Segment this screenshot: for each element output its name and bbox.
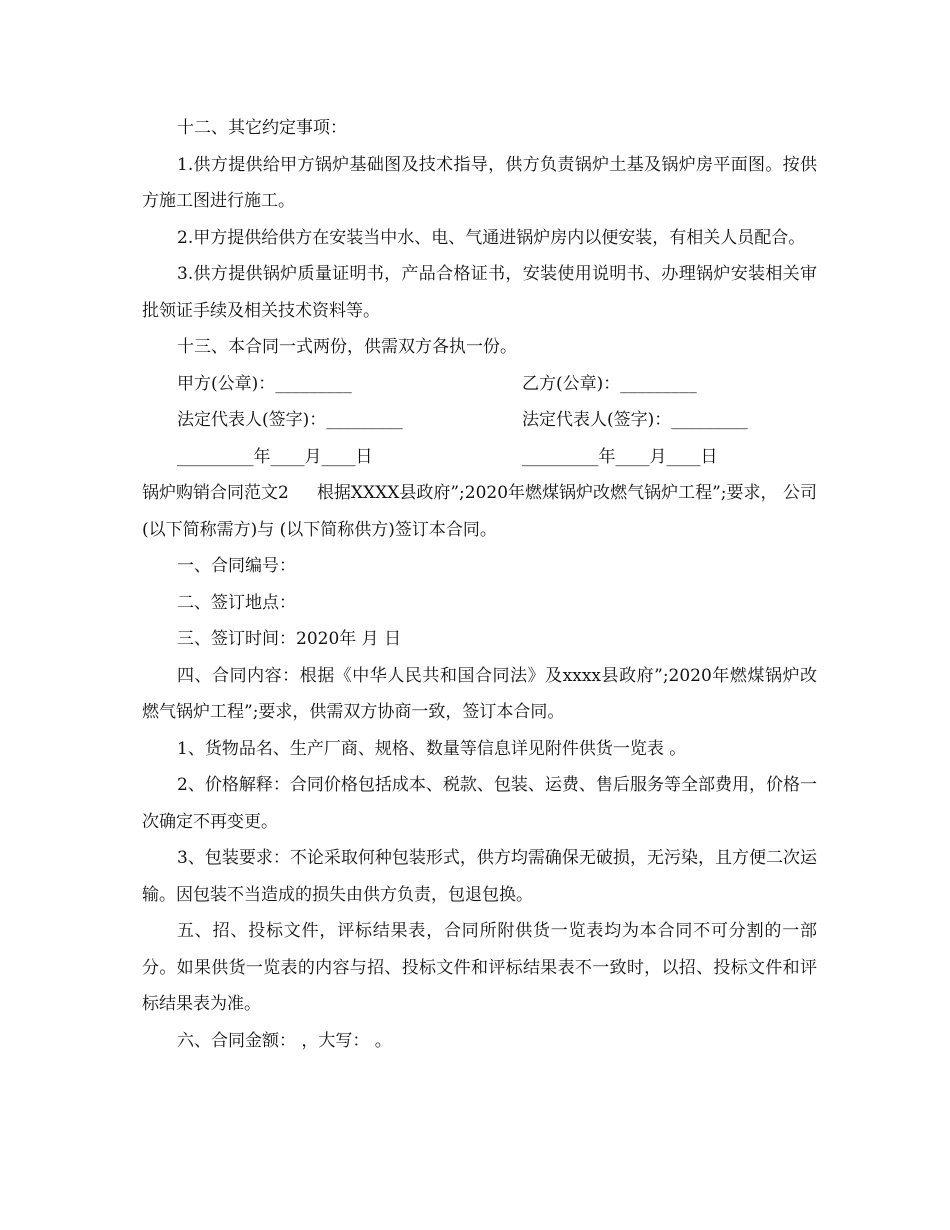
bidding-documents: 五、招、投标文件，评标结果表，合同所附供货一览表均为本合同不可分割的一部分。如果供货一览表的内容与招、投标文件和评标结果表不一致时，以招、投标文件和评标结果表为准。 [142, 921, 817, 1014]
party-b-representative: 法定代表人(签字)：_________ [522, 410, 748, 430]
party-a-date: _________年____月____日 [177, 446, 373, 467]
sample2-title: 锅炉购销合同范文2 [142, 483, 289, 503]
contract-number: 一、合同编号： [177, 556, 296, 576]
party-b-date: _________年____月____日 [522, 446, 718, 467]
goods-info: 1、货物品名、生产厂商、规格、数量等信息详见附件供货一览表 。 [177, 738, 687, 759]
clause-13: 十三、本合同一式两份，供需双方各执一份。 [177, 337, 517, 357]
clause-12-item-3: 3.供方提供锅炉质量证明书，产品合格证书，安装使用说明书、办理锅炉安装相关审批领证手续及相关技术资料等。 [142, 264, 817, 321]
contract-amount: 六、合同金额： ，大写： 。 [177, 1030, 392, 1051]
party-b-seal: 乙方(公章)：_________ [522, 373, 697, 394]
signature-rep-row [142, 402, 817, 439]
signature-date-row [142, 439, 817, 476]
clause-12-heading: 十二、其它约定事项： [177, 118, 347, 138]
contract-content: 四、合同内容：根据《中华人民共和国合同法》及xxxx县政府”;2020年燃煤锅炉改燃气锅炉工程”;要求，供需双方协商一致，签订本合同。 [142, 665, 817, 722]
price-explanation: 2、价格解释：合同价格包括成本、税款、包装、运费、售后服务等全部费用，价格一次确定不再变更。 [142, 775, 817, 832]
clause-12-item-1: 1.供方提供给甲方锅炉基础图及技术指导，供方负责锅炉土基及锅炉房平面图。按供方施工图进行施工。 [142, 154, 817, 211]
clause-12-item-2: 2.甲方提供给供方在安装当中水、电、气通进锅炉房内以便安装，有相关人员配合。 [177, 227, 806, 248]
document-page [142, 110, 817, 1059]
signing-time: 三、签订时间：2020年 月 日 [177, 629, 402, 649]
signature-seal-row [142, 366, 817, 403]
party-a-representative: 法定代表人(签字)：_________ [177, 410, 403, 430]
sample2-intro-text: 根据XXXX县政府”;2020年燃煤锅炉改燃气锅炉工程”;要求， 公司(以下简称需方)与 (以下简称供方)签订本合同。 [142, 483, 817, 540]
sample2-intro [142, 475, 817, 548]
party-a-seal: 甲方(公章)：_________ [177, 373, 352, 394]
signing-place: 二、签订地点： [177, 592, 296, 613]
packaging-requirements: 3、包装要求：不论采取何种包装形式，供方均需确保无破损，无污染，且方便二次运输。因包装不当造成的损失由供方负责，包退包换。 [142, 848, 817, 905]
